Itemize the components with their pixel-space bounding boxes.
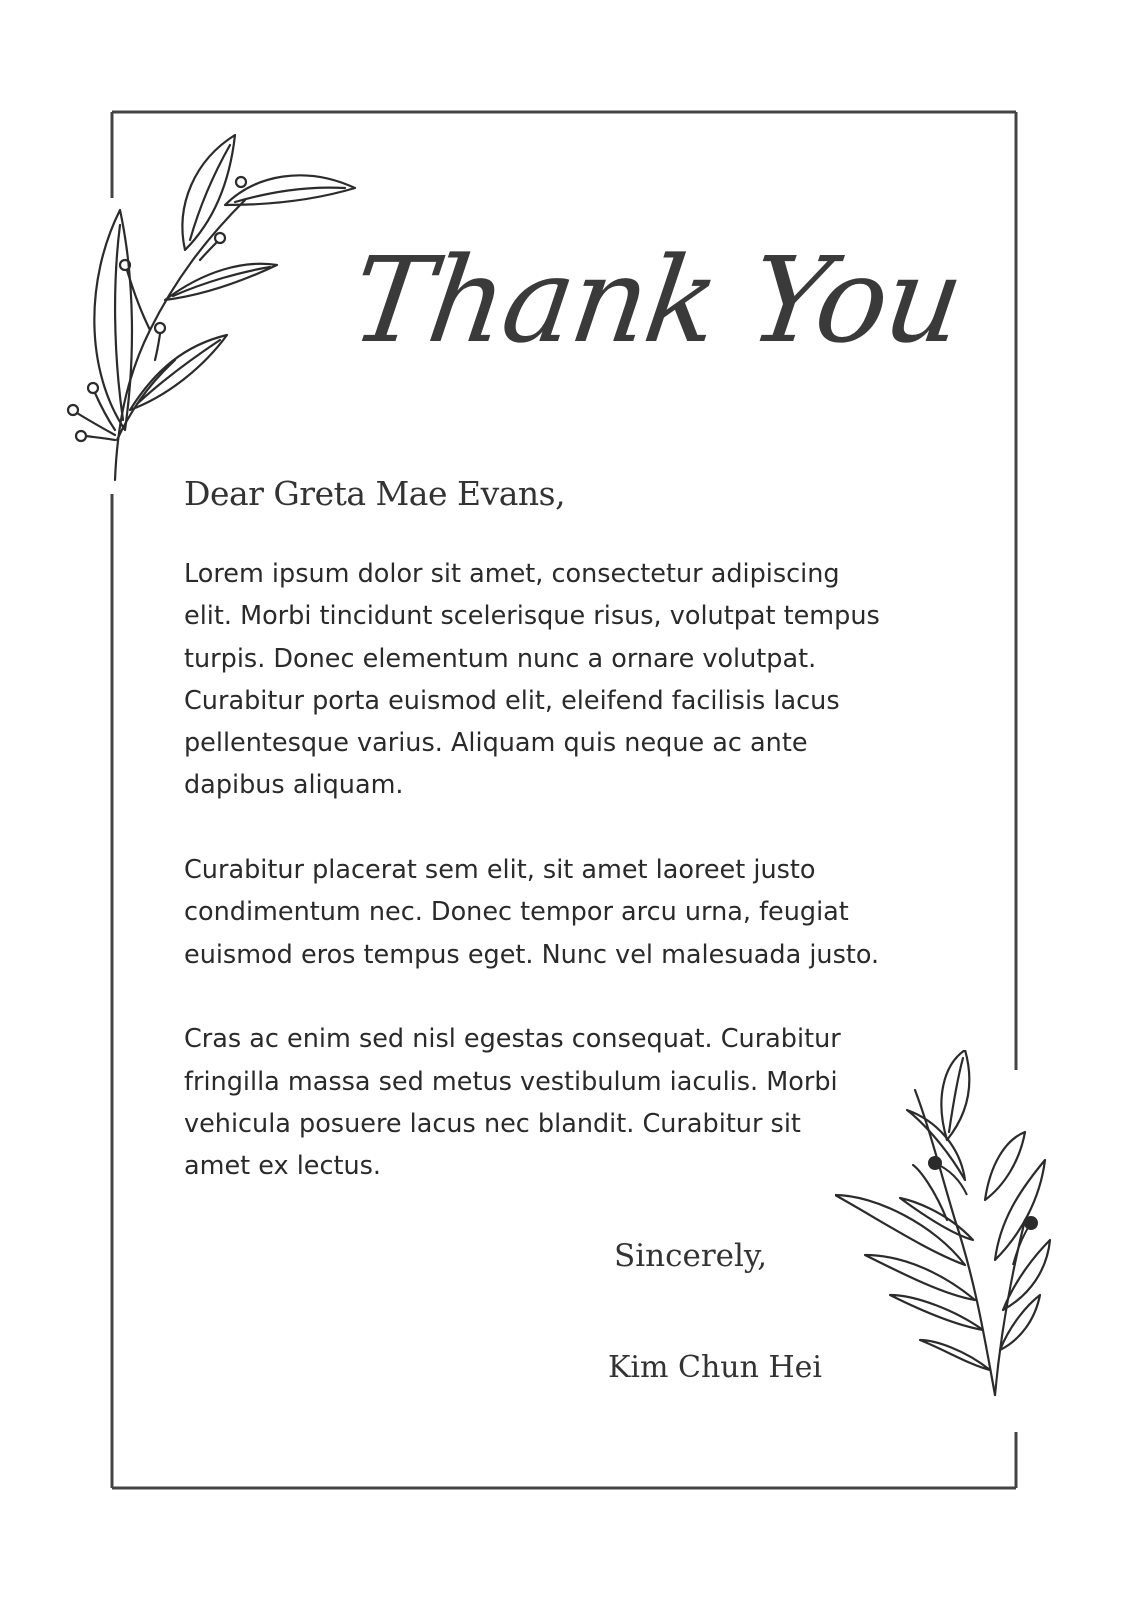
body-paragraph: Cras ac enim sed nisl egestas consequat. Curabitur fringilla massa sed metus vestibulum iaculis. Morbi vehicula posuere lacus nec blandit. Curabitur sit amet ex lectus. xyxy=(184,1024,841,1182)
signature-name: Kim Chun Hei xyxy=(608,1350,822,1385)
letter-body xyxy=(184,553,944,1230)
title-text: Thank You xyxy=(343,231,970,369)
greeting: Dear Greta Mae Evans, xyxy=(184,474,566,513)
letter-title xyxy=(340,205,970,415)
body-paragraph: Lorem ipsum dolor sit amet, consectetur adipiscing elit. Morbi tincidunt scelerisque risus, volutpat tempus turpis. Donec elementum nunc a ornare volutpat. Curabitur porta euismod elit, eleifend facilisis lacus pellentesque varius. Aliquam quis neque ac ante dapibus aliquam. xyxy=(184,559,880,801)
closing: Sincerely, xyxy=(614,1238,768,1274)
body-paragraph: Curabitur placerat sem elit, sit amet laoreet justo condimentum nec. Donec tempor arcu urna, feugiat euismod eros tempus eget. Nunc vel malesuada justo. xyxy=(184,855,880,970)
leafy-branch-icon xyxy=(55,130,375,490)
